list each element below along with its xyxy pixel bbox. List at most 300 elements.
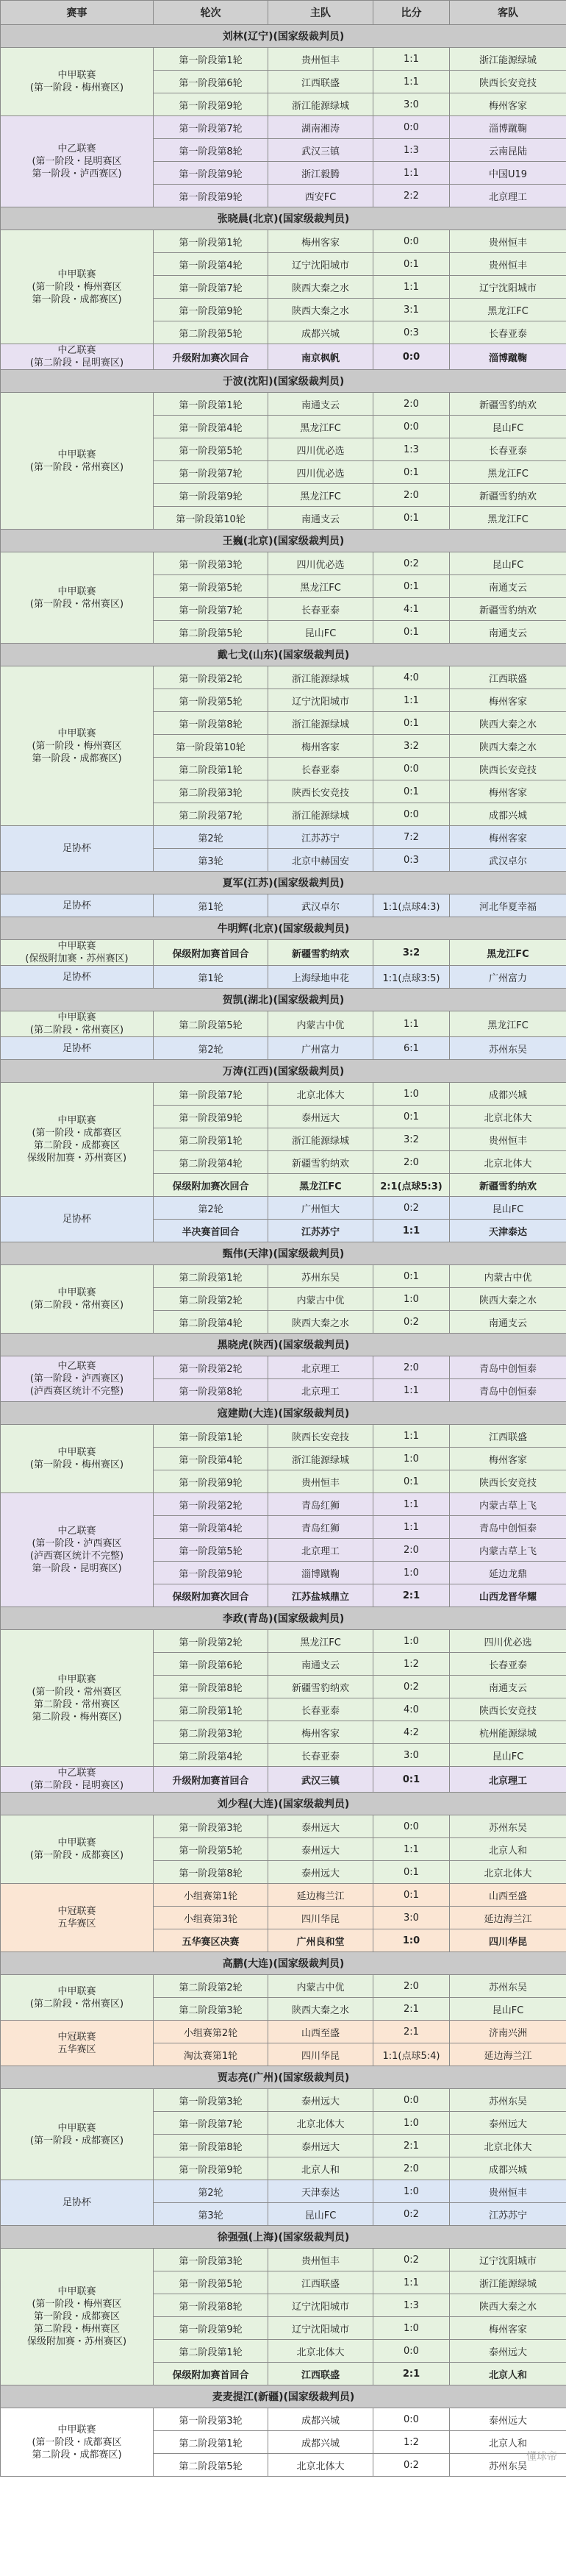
away-team: 长春亚泰: [450, 321, 566, 344]
away-team: 昆山FC: [450, 1744, 566, 1767]
home-team: 长春亚泰: [268, 598, 373, 621]
match-round: 第3轮: [154, 849, 268, 872]
match-score: 0:1: [373, 1861, 450, 1884]
match-round: 第二阶段第1轮: [154, 1698, 268, 1721]
match-score: 2:0: [373, 484, 450, 507]
away-team: 贵州恒丰: [450, 2180, 566, 2203]
match-round: 第一阶段第9轮: [154, 185, 268, 207]
referee-row: [1, 872, 566, 894]
home-team: 广州恒大: [268, 1197, 373, 1220]
match-round: 五华赛区决赛: [154, 1929, 268, 1952]
match-score: 1:1: [373, 162, 450, 185]
match-score: 0:2: [373, 2249, 450, 2271]
away-team: 天津泰达: [450, 1220, 566, 1242]
home-team: 成都兴城: [268, 2431, 373, 2454]
match-score: 3:0: [373, 93, 450, 116]
away-team: 黑龙江FC: [450, 507, 566, 530]
referee-row: [1, 2226, 566, 2249]
home-team: 新疆雪豹纳欢: [268, 1676, 373, 1698]
match-score: 1:1(点球5:4): [373, 2043, 450, 2066]
home-team: 泰州远大: [268, 2135, 373, 2157]
referee-name: 于波(沈阳)(国家级裁判员): [1, 370, 566, 393]
competition-cell: [1, 1265, 154, 1334]
match-round: 第二阶段第1轮: [154, 1265, 268, 1288]
away-team: 梅州客家: [450, 93, 566, 116]
match-round: 第一阶段第7轮: [154, 598, 268, 621]
match-row: [1, 344, 566, 370]
competition-line: 中乙联赛: [57, 345, 96, 356]
match-row: [1, 1884, 566, 1907]
competition-line: 第二阶段・梅州赛区: [33, 2324, 120, 2335]
match-score: 0:0: [373, 116, 450, 139]
competition-line: (第二阶段・昆明赛区): [29, 1780, 124, 1791]
home-team: 长春亚泰: [268, 1744, 373, 1767]
match-round: 第一阶段第8轮: [154, 712, 268, 735]
away-team: 陕西大秦之水: [450, 712, 566, 735]
home-team: 浙江能源绿城: [268, 803, 373, 826]
match-round: 第一阶段第5轮: [154, 689, 268, 712]
home-team: 青岛红狮: [268, 1516, 373, 1539]
match-round: 第二阶段第4轮: [154, 1311, 268, 1334]
referee-name: 刘林(辽宁)(国家级裁判员): [1, 25, 566, 48]
referee-name: 李政(青岛)(国家级裁判员): [1, 1607, 566, 1630]
match-round: 第一阶段第9轮: [154, 2317, 268, 2340]
match-score: 3:2: [373, 1128, 450, 1151]
home-team: 北京中赫国安: [268, 849, 373, 872]
home-team: 新疆雪豹纳欢: [268, 1151, 373, 1174]
away-team: 北京北体大: [450, 1861, 566, 1884]
home-team: 辽宁沈阳城市: [268, 2317, 373, 2340]
away-team: 延边海兰江: [450, 2043, 566, 2066]
match-score: 2:1: [373, 2363, 450, 2385]
match-round: 第二阶段第5轮: [154, 2454, 268, 2477]
away-team: 苏州东吴: [450, 1975, 566, 1998]
match-score: 1:3: [373, 139, 450, 162]
match-round: 第一阶段第4轮: [154, 1516, 268, 1539]
referee-row: [1, 1402, 566, 1425]
match-round: 第一阶段第2轮: [154, 1356, 268, 1379]
competition-line: 中甲联赛: [57, 2122, 96, 2134]
away-team: 浙江能源绿城: [450, 2271, 566, 2294]
home-team: 陕西大秦之水: [268, 1998, 373, 2021]
match-round: 第一阶段第8轮: [154, 2135, 268, 2157]
match-round: 第一阶段第8轮: [154, 2294, 268, 2317]
home-team: 内蒙古中优: [268, 1975, 373, 1998]
referee-name: 黑晓虎(陕西)(国家级裁判员): [1, 1334, 566, 1356]
match-score: 0:1: [373, 712, 450, 735]
away-team: 中国U19: [450, 162, 566, 185]
competition-line: 五华赛区: [57, 2043, 96, 2055]
competition-line: 中甲联赛: [57, 1287, 96, 1298]
header-round: 轮次: [154, 1, 268, 25]
away-team: 昆山FC: [450, 1998, 566, 2021]
competition-line: 中乙联赛: [57, 1768, 96, 1779]
referee-name: 牛明辉(北京)(国家级裁判员): [1, 917, 566, 940]
away-team: 北京北体大: [450, 1106, 566, 1128]
home-team: 南通支云: [268, 393, 373, 416]
match-round: 第二阶段第2轮: [154, 1288, 268, 1311]
match-round: 第一阶段第9轮: [154, 299, 268, 321]
home-team: 辽宁沈阳城市: [268, 2294, 373, 2317]
competition-line: (第一阶段・常州赛区: [32, 1686, 122, 1698]
away-team: 云南昆陆: [450, 139, 566, 162]
home-team: 浙江能源绿城: [268, 666, 373, 689]
match-round: 第一阶段第6轮: [154, 71, 268, 93]
home-team: 延边梅兰江: [268, 1884, 373, 1907]
referee-row: [1, 25, 566, 48]
away-team: 江西联盛: [450, 1425, 566, 1448]
referee-name: 万涛(江西)(国家级裁判员): [1, 1060, 566, 1083]
competition-cell: [1, 1356, 154, 1402]
away-team: 青岛中创恒泰: [450, 1356, 566, 1379]
header-row: [1, 1, 566, 25]
home-team: 广州良和堂: [268, 1929, 373, 1952]
match-score: 0:3: [373, 321, 450, 344]
match-round: 第一阶段第8轮: [154, 1861, 268, 1884]
away-team: 杭州能源绿城: [450, 1721, 566, 1744]
referee-row: [1, 1793, 566, 1815]
match-round: 第一阶段第5轮: [154, 575, 268, 598]
away-team: 江西联盛: [450, 666, 566, 689]
match-score: 4:1: [373, 598, 450, 621]
away-team: 梅州客家: [450, 689, 566, 712]
competition-cell: [1, 2408, 154, 2477]
match-score: 1:0: [373, 2112, 450, 2135]
match-score: 2:1(点球5:3): [373, 1174, 450, 1197]
home-team: 内蒙古中优: [268, 1288, 373, 1311]
match-score: 1:0: [373, 1288, 450, 1311]
match-score: 0:1: [373, 1767, 450, 1793]
match-score: 0:2: [373, 552, 450, 575]
match-round: 第二阶段第1轮: [154, 2431, 268, 2454]
match-score: 1:0: [373, 1448, 450, 1470]
competition-line: (第一阶段・梅州赛区): [29, 82, 124, 93]
referee-row: [1, 530, 566, 552]
competition-line: 第二阶段・成都赛区: [33, 1140, 120, 1151]
home-team: 浙江能源绿城: [268, 1448, 373, 1470]
match-score: 1:1: [373, 1220, 450, 1242]
away-team: 四川华昆: [450, 1929, 566, 1952]
referee-name: 夏军(江苏)(国家级裁判员): [1, 872, 566, 894]
competition-line: (第一阶段・梅州赛区: [32, 2299, 122, 2310]
competition-line: 第一阶段・泸西赛区): [32, 168, 122, 179]
match-score: 0:1: [373, 1106, 450, 1128]
competition-line: 中甲联赛: [57, 1115, 96, 1126]
match-score: 1:3: [373, 2294, 450, 2317]
match-row: [1, 1425, 566, 1448]
home-team: 梅州客家: [268, 735, 373, 758]
away-team: 北京北体大: [450, 2135, 566, 2157]
referee-row: [1, 1060, 566, 1083]
competition-line: 足协杯: [62, 900, 91, 911]
referee-row: [1, 1607, 566, 1630]
match-round: 升级附加赛次回合: [154, 344, 268, 370]
competition-line: (第二阶段・昆明赛区): [29, 357, 124, 369]
home-team: 江西联盛: [268, 2363, 373, 2385]
match-score: 3:0: [373, 1907, 450, 1929]
match-score: 2:0: [373, 1356, 450, 1379]
home-team: 武汉卓尔: [268, 894, 373, 917]
competition-line: 足协杯: [62, 1214, 91, 1225]
competition-line: (第一阶段・成都赛区): [29, 2135, 124, 2146]
home-team: 江西联盛: [268, 2271, 373, 2294]
match-score: 0:2: [373, 2454, 450, 2477]
match-round: 小组赛第3轮: [154, 1907, 268, 1929]
match-round: 第二阶段第1轮: [154, 2340, 268, 2363]
match-round: 保级附加赛首回合: [154, 940, 268, 966]
competition-cell: [1, 48, 154, 116]
competition-cell: [1, 894, 154, 917]
competition-cell: [1, 826, 154, 872]
match-score: 0:1: [373, 575, 450, 598]
watermark-logo: 懂球帝: [526, 2451, 557, 2463]
match-score: 2:1: [373, 1998, 450, 2021]
match-round: 第一阶段第5轮: [154, 438, 268, 461]
competition-line: (第一阶段・常州赛区): [29, 461, 124, 473]
competition-line: (第二阶段・常州赛区): [29, 1025, 124, 1036]
match-score: 1:0: [373, 1630, 450, 1653]
away-team: 贵州恒丰: [450, 1128, 566, 1151]
home-team: 陕西大秦之水: [268, 299, 373, 321]
away-team: 北京人和: [450, 2431, 566, 2454]
home-team: 武汉三镇: [268, 139, 373, 162]
home-team: 黑龙江FC: [268, 1630, 373, 1653]
home-team: 天津泰达: [268, 2180, 373, 2203]
away-team: 济南兴洲: [450, 2021, 566, 2043]
competition-line: (泸西赛区统计不完整): [29, 1551, 124, 1562]
away-team: 苏州东吴: [450, 1037, 566, 1060]
home-team: 陕西长安竞技: [268, 780, 373, 803]
away-team: 山西至盛: [450, 1884, 566, 1907]
competition-line: 足协杯: [62, 1042, 91, 1054]
away-team: 陕西大秦之水: [450, 1288, 566, 1311]
match-score: 1:0: [373, 2180, 450, 2203]
away-team: 武汉卓尔: [450, 849, 566, 872]
home-team: 成都兴城: [268, 2408, 373, 2431]
home-team: 新疆雪豹纳欢: [268, 940, 373, 966]
away-team: 梅州客家: [450, 1448, 566, 1470]
competition-line: 中甲联赛: [57, 2424, 96, 2436]
match-round: 第一阶段第4轮: [154, 253, 268, 276]
home-team: 泰州远大: [268, 1815, 373, 1838]
match-score: 0:3: [373, 849, 450, 872]
competition-cell: [1, 1630, 154, 1767]
referee-name: 徐强强(上海)(国家级裁判员): [1, 2226, 566, 2249]
competition-line: 中冠联赛: [57, 1906, 96, 1917]
match-score: 1:1(点球4:3): [373, 894, 450, 917]
competition-line: (第一阶段・成都赛区): [29, 1850, 124, 1861]
match-round: 第一阶段第8轮: [154, 1676, 268, 1698]
match-score: 1:2: [373, 2431, 450, 2454]
match-score: 0:0: [373, 2408, 450, 2431]
match-round: 第一阶段第9轮: [154, 93, 268, 116]
competition-line: 中冠联赛: [57, 2031, 96, 2043]
match-round: 第一阶段第10轮: [154, 507, 268, 530]
competition-cell: [1, 1975, 154, 2021]
away-team: 昆山FC: [450, 416, 566, 438]
away-team: 南通支云: [450, 1676, 566, 1698]
competition-cell: [1, 2021, 154, 2066]
competition-line: 中甲联赛: [57, 70, 96, 81]
away-team: 内蒙古中优: [450, 1265, 566, 1288]
home-team: 西安FC: [268, 185, 373, 207]
match-row: [1, 1630, 566, 1653]
match-score: 0:2: [373, 1311, 450, 1334]
competition-line: (第一阶段・梅州赛区: [32, 281, 122, 293]
header-score: 比分: [373, 1, 450, 25]
referee-name: 贾志亮(广州)(国家级裁判员): [1, 2066, 566, 2089]
away-team: 梅州客家: [450, 826, 566, 849]
match-round: 第一阶段第1轮: [154, 48, 268, 71]
away-team: 黑龙江FC: [450, 461, 566, 484]
match-score: 1:1: [373, 276, 450, 299]
match-score: 1:1: [373, 1516, 450, 1539]
competition-cell: [1, 940, 154, 966]
match-round: 第一阶段第3轮: [154, 2249, 268, 2271]
match-round: 第二阶段第1轮: [154, 758, 268, 780]
match-row: [1, 826, 566, 849]
competition-line: 第一阶段・昆明赛区): [32, 1563, 122, 1574]
match-round: 第1轮: [154, 966, 268, 989]
match-round: 第一阶段第9轮: [154, 162, 268, 185]
match-round: 第2轮: [154, 1197, 268, 1220]
referee-row: [1, 2385, 566, 2408]
competition-cell: [1, 344, 154, 370]
match-score: 1:3: [373, 438, 450, 461]
match-score: 2:0: [373, 1151, 450, 1174]
home-team: 南通支云: [268, 507, 373, 530]
competition-line: 第二阶段・梅州赛区): [32, 1711, 122, 1723]
match-score: 0:0: [373, 803, 450, 826]
away-team: 长春亚泰: [450, 438, 566, 461]
home-team: 长春亚泰: [268, 1698, 373, 1721]
home-team: 陕西长安竞技: [268, 1425, 373, 1448]
referee-name: 刘少程(大连)(国家级裁判员): [1, 1793, 566, 1815]
competition-line: (保级附加赛・苏州赛区): [25, 953, 129, 964]
home-team: 浙江能源绿城: [268, 93, 373, 116]
away-team: 新疆雪豹纳欢: [450, 393, 566, 416]
match-row: [1, 666, 566, 689]
away-team: 北京理工: [450, 1767, 566, 1793]
match-score: 1:2: [373, 1653, 450, 1676]
match-score: 1:0: [373, 1929, 450, 1952]
away-team: 陕西大秦之水: [450, 2294, 566, 2317]
home-team: 北京北体大: [268, 2340, 373, 2363]
match-row: [1, 1767, 566, 1793]
home-team: 湖南湘涛: [268, 116, 373, 139]
away-team: 延边海兰江: [450, 1907, 566, 1929]
away-team: 广州富力: [450, 966, 566, 989]
home-team: 四川优必选: [268, 461, 373, 484]
competition-cell: [1, 1425, 154, 1493]
home-team: 昆山FC: [268, 2203, 373, 2226]
match-round: 淘汰赛第1轮: [154, 2043, 268, 2066]
match-round: 第一阶段第7轮: [154, 276, 268, 299]
away-team: 南通支云: [450, 575, 566, 598]
competition-cell: [1, 1884, 154, 1952]
competition-line: 足协杯: [62, 2197, 91, 2208]
competition-line: 第二阶段・常州赛区: [33, 1698, 120, 1710]
home-team: 广州富力: [268, 1037, 373, 1060]
competition-line: 第一阶段・成都赛区: [33, 2311, 120, 2322]
match-row: [1, 1197, 566, 1220]
away-team: 南通支云: [450, 1311, 566, 1334]
match-round: 第2轮: [154, 826, 268, 849]
competition-line: 中甲联赛: [57, 1985, 96, 1997]
match-score: 1:1: [373, 1011, 450, 1037]
match-round: 第一阶段第2轮: [154, 1493, 268, 1516]
home-team: 泰州远大: [268, 1838, 373, 1861]
home-team: 南京枫帆: [268, 344, 373, 370]
competition-line: 中甲联赛: [57, 941, 96, 952]
competition-cell: [1, 552, 154, 644]
header-competition: 赛事: [1, 1, 154, 25]
away-team: 新疆雪豹纳欢: [450, 1174, 566, 1197]
match-row: [1, 393, 566, 416]
home-team: 梅州客家: [268, 230, 373, 253]
match-score: 2:1: [373, 2021, 450, 2043]
away-team: 苏州东吴: [450, 2454, 566, 2477]
home-team: 梅州客家: [268, 1721, 373, 1744]
competition-line: (第一阶段・昆明赛区: [32, 156, 122, 167]
competition-line: 中甲联赛: [57, 1673, 96, 1685]
match-row: [1, 2021, 566, 2043]
competition-line: 第二阶段・成都赛区): [32, 2449, 122, 2461]
match-score: 0:0: [373, 416, 450, 438]
away-team: 梅州客家: [450, 2317, 566, 2340]
away-team: 成都兴城: [450, 1083, 566, 1106]
match-round: 第一阶段第5轮: [154, 1539, 268, 1562]
match-round: 第一阶段第5轮: [154, 2271, 268, 2294]
match-row: [1, 1975, 566, 1998]
match-round: 第一阶段第1轮: [154, 230, 268, 253]
match-score: 1:0: [373, 1562, 450, 1584]
match-row: [1, 2249, 566, 2271]
competition-cell: [1, 116, 154, 207]
match-score: 1:1: [373, 2271, 450, 2294]
match-round: 第一阶段第4轮: [154, 416, 268, 438]
home-team: 四川优必选: [268, 552, 373, 575]
home-team: 泰州远大: [268, 1106, 373, 1128]
referee-row: [1, 1242, 566, 1265]
home-team: 黑龙江FC: [268, 416, 373, 438]
match-round: 第一阶段第2轮: [154, 1630, 268, 1653]
away-team: 新疆雪豹纳欢: [450, 484, 566, 507]
match-round: 第二阶段第7轮: [154, 803, 268, 826]
referee-name: 王巍(北京)(国家级裁判员): [1, 530, 566, 552]
away-team: 陕西大秦之水: [450, 735, 566, 758]
competition-line: 中甲联赛: [57, 586, 96, 597]
match-score: 4:0: [373, 1698, 450, 1721]
match-row: [1, 1493, 566, 1516]
competition-line: 中甲联赛: [57, 449, 96, 460]
away-team: 辽宁沈阳城市: [450, 276, 566, 299]
away-team: 苏州东吴: [450, 1815, 566, 1838]
match-score: 1:1: [373, 689, 450, 712]
match-score: 7:2: [373, 826, 450, 849]
match-round: 第二阶段第3轮: [154, 1998, 268, 2021]
away-team: 北京人和: [450, 1838, 566, 1861]
away-team: 成都兴城: [450, 2157, 566, 2180]
home-team: 北京理工: [268, 1539, 373, 1562]
away-team: 长春亚泰: [450, 1653, 566, 1676]
match-round: 保级附加赛首回合: [154, 2363, 268, 2385]
home-team: 黑龙江FC: [268, 484, 373, 507]
competition-cell: [1, 1493, 154, 1607]
match-round: 第2轮: [154, 2180, 268, 2203]
match-round: 半决赛首回合: [154, 1220, 268, 1242]
match-score: 4:2: [373, 1721, 450, 1744]
